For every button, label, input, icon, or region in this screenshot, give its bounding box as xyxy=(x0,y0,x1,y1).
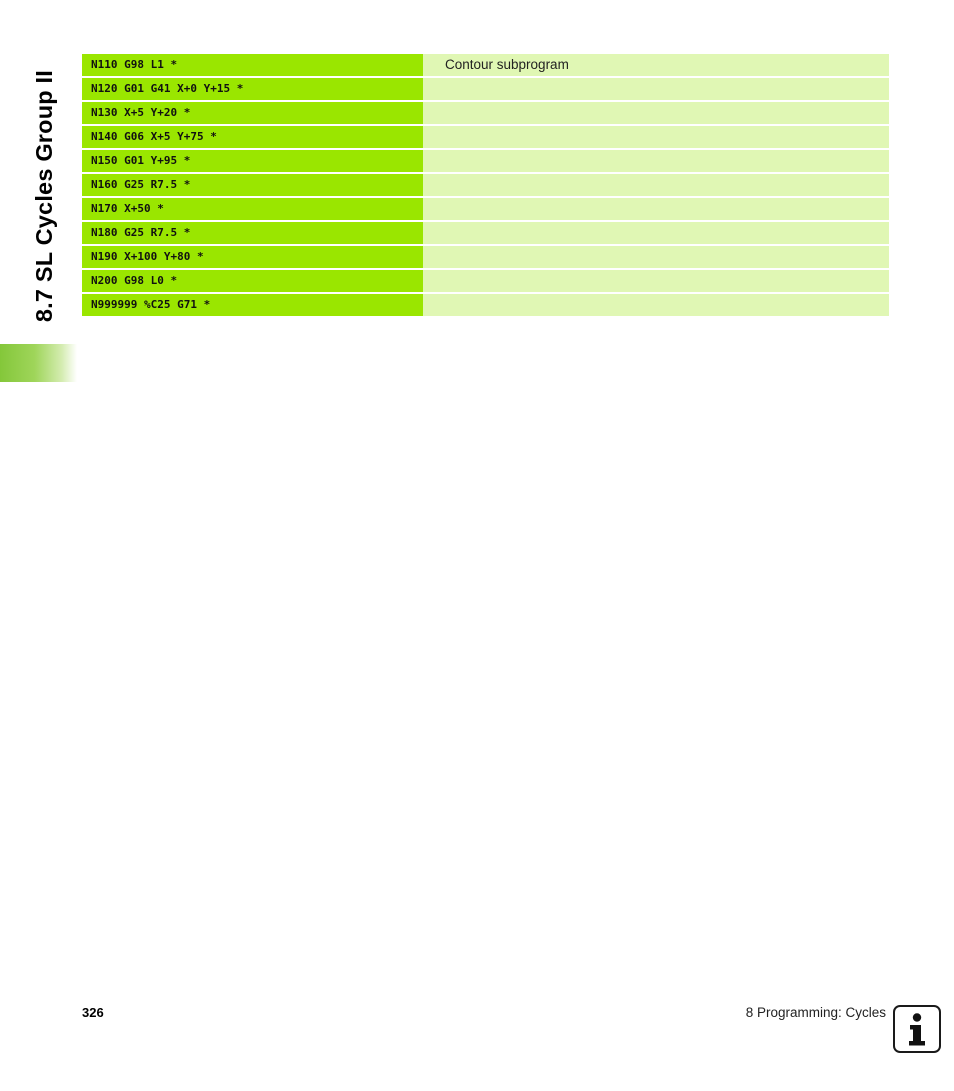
table-row xyxy=(82,126,889,148)
table-row xyxy=(82,294,889,316)
chapter-label: 8 Programming: Cycles xyxy=(745,1005,886,1020)
comment-cell xyxy=(423,222,889,244)
section-title: 8.7 SL Cycles Group II xyxy=(31,69,57,322)
code-cell: N170 X+50 * xyxy=(82,198,423,220)
section-title-vertical xyxy=(27,52,61,322)
comment-cell xyxy=(423,174,889,196)
code-cell: N150 G01 Y+95 * xyxy=(82,150,423,172)
table-row xyxy=(82,270,889,292)
comment-cell xyxy=(423,102,889,124)
comment-cell xyxy=(423,270,889,292)
code-cell: N120 G01 G41 X+0 Y+15 * xyxy=(82,78,423,100)
code-cell: N200 G98 L0 * xyxy=(82,270,423,292)
chapter-tab-marker xyxy=(0,344,77,382)
table-row xyxy=(82,102,889,124)
code-cell: N160 G25 R7.5 * xyxy=(82,174,423,196)
code-cell: N999999 %C25 G71 * xyxy=(82,294,423,316)
code-cell: N180 G25 R7.5 * xyxy=(82,222,423,244)
table-row xyxy=(82,174,889,196)
comment-cell xyxy=(423,198,889,220)
comment-cell xyxy=(423,246,889,268)
comment-cell xyxy=(423,78,889,100)
code-cell: N130 X+5 Y+20 * xyxy=(82,102,423,124)
code-cell: N190 X+100 Y+80 * xyxy=(82,246,423,268)
page-number: 326 xyxy=(82,1005,104,1020)
table-row xyxy=(82,222,889,244)
comment-cell: Contour subprogram xyxy=(423,54,889,76)
table-row xyxy=(82,198,889,220)
comment-cell xyxy=(423,126,889,148)
comment-cell xyxy=(423,294,889,316)
code-cell: N140 G06 X+5 Y+75 * xyxy=(82,126,423,148)
table-row xyxy=(82,246,889,268)
program-listing-table xyxy=(82,54,889,318)
code-cell: N110 G98 L1 * xyxy=(82,54,423,76)
table-row xyxy=(82,78,889,100)
table-row xyxy=(82,54,889,76)
info-icon xyxy=(893,1005,941,1053)
comment-cell xyxy=(423,150,889,172)
info-glyph xyxy=(895,1007,939,1051)
table-row xyxy=(82,150,889,172)
